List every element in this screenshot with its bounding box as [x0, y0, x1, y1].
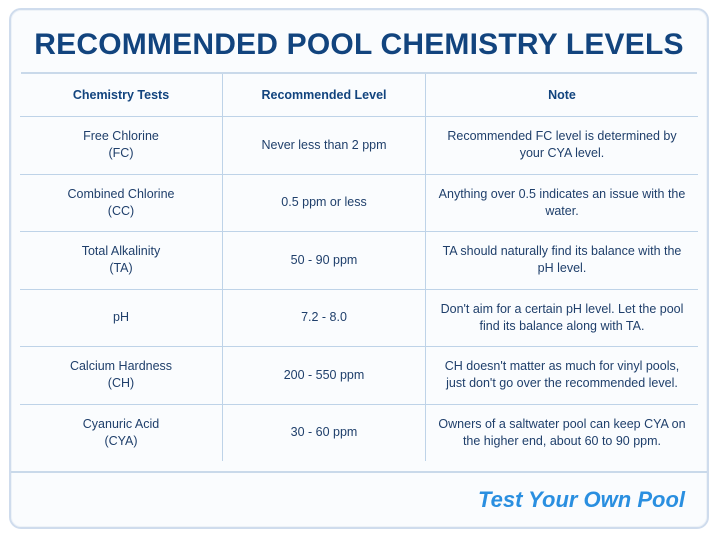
table-row [20, 289, 698, 347]
cell-test: Free Chlorine (FC) [20, 117, 223, 175]
cell-note: Don't aim for a certain pH level. Let the pool find its balance along with TA. [426, 289, 699, 347]
cell-test: Total Alkalinity (TA) [20, 232, 223, 290]
cell-note: Owners of a saltwater pool can keep CYA on the higher end, about 60 to 90 ppm. [438, 416, 686, 448]
cell-level: 0.5 ppm or less [223, 174, 426, 232]
cell-note: Anything over 0.5 indicates an issue with the water. [426, 174, 699, 232]
cell-note: Recommended FC level is determined by your CYA level. [426, 117, 699, 175]
column-header-recommended-level: Recommended Level [223, 74, 426, 117]
cell-test: Calcium Hardness (CH) [20, 347, 223, 405]
table-row [20, 404, 698, 461]
table-row [20, 117, 698, 175]
table-header-row [20, 74, 698, 117]
cell-note: TA should naturally find its balance with the pH level. [426, 232, 699, 290]
cell-test: pH [20, 289, 223, 347]
cell-note: CH doesn't matter as much for vinyl pools, just don't go over the recommended level. [426, 347, 699, 405]
info-card [9, 8, 709, 529]
column-header-chemistry-tests: Chemistry Tests [20, 74, 223, 117]
pool-chemistry-table [20, 74, 698, 461]
cell-test: Combined Chlorine (CC) [20, 174, 223, 232]
cell-test: Cyanuric Acid (CYA) [20, 404, 223, 461]
cell-level: 200 - 550 ppm [223, 347, 426, 405]
page-title: RECOMMENDED POOL CHEMISTRY LEVELS [34, 28, 684, 61]
cell-level: 7.2 - 8.0 [223, 289, 426, 347]
card-footer [11, 471, 707, 527]
cell-level: 50 - 90 ppm [223, 232, 426, 290]
table-row [20, 347, 698, 405]
column-header-note: Note [426, 74, 699, 117]
cell-level: 30 - 60 ppm [223, 404, 426, 461]
table-row [20, 174, 698, 232]
brand-wordmark: Test Your Own Pool [478, 487, 685, 512]
table-row [20, 232, 698, 290]
cell-level: Never less than 2 ppm [223, 117, 426, 175]
